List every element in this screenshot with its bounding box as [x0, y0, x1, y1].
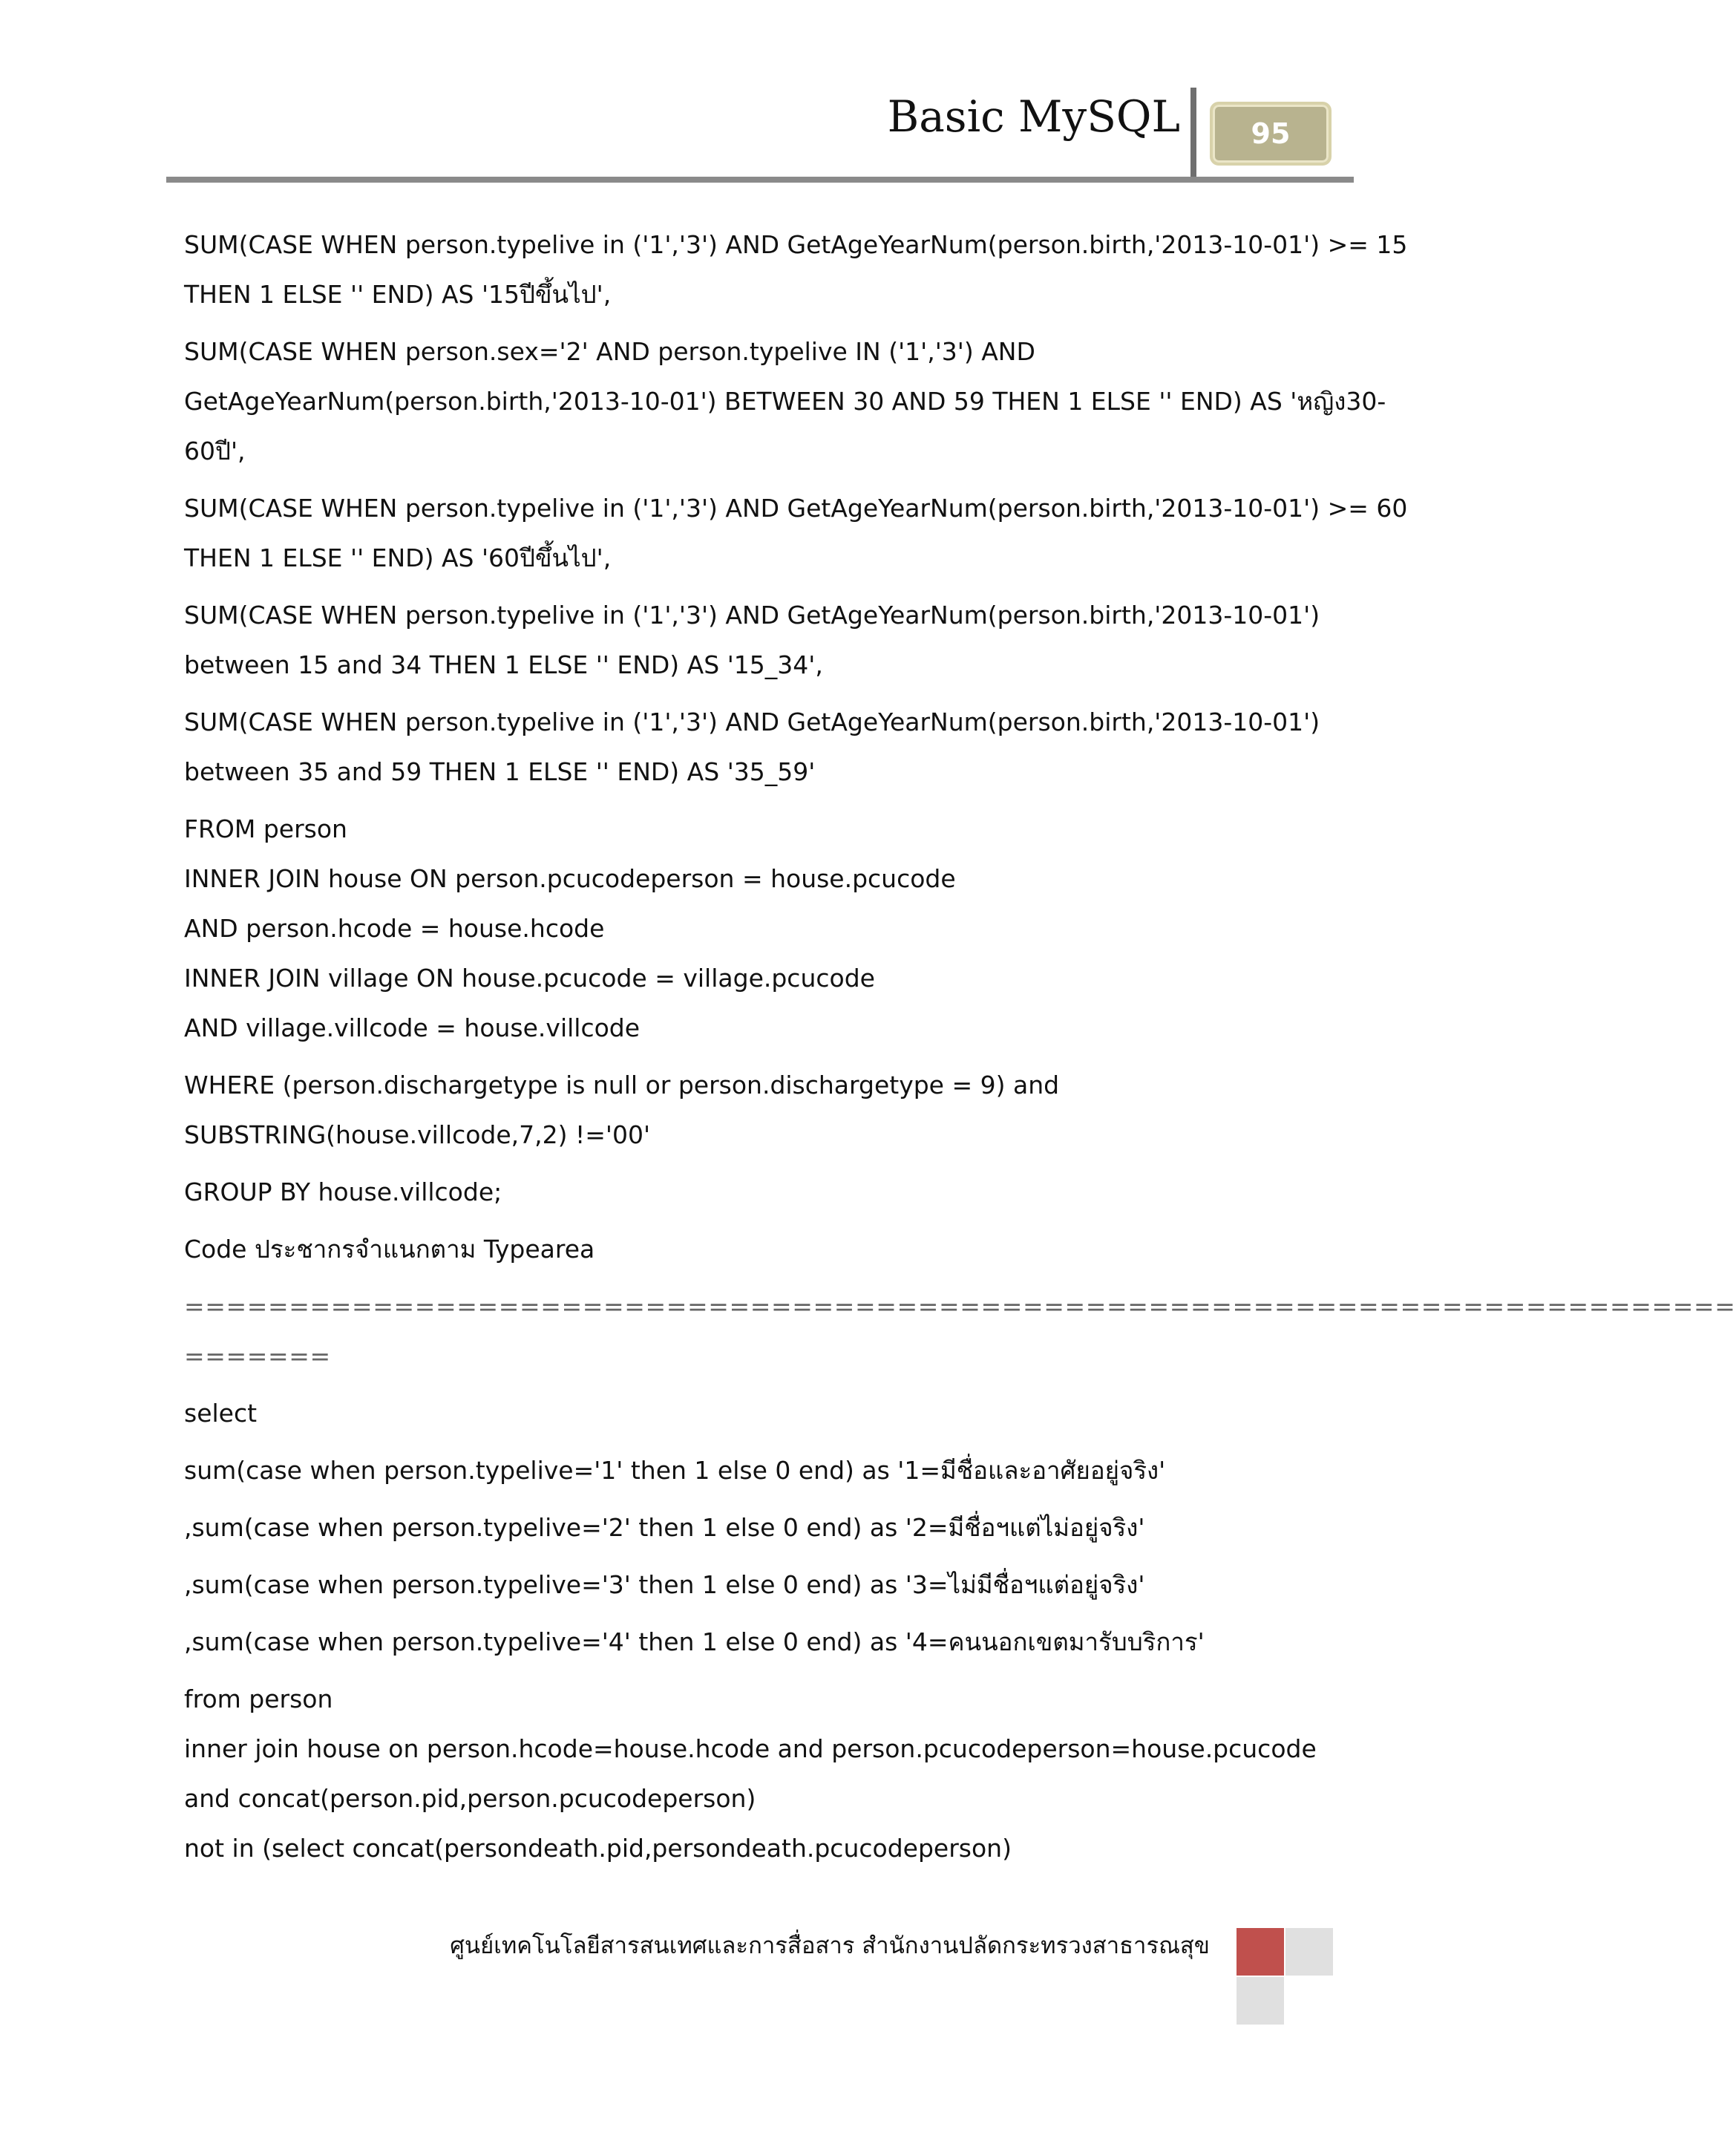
code-line: THEN 1 ELSE '' END) AS '60ปีขึ้นไป', — [184, 543, 612, 572]
code-line: SUM(CASE WHEN person.sex='2' AND person.typelive IN ('1','3') AND — [184, 337, 1035, 366]
code-line: not in (select concat(persondeath.pid,persondeath.pcucodeperson) — [184, 1834, 1012, 1863]
code-line: GetAgeYearNum(person.birth,'2013-10-01') BETWEEN 30 AND 59 THEN 1 ELSE '' END) AS 'หญิง30- — [184, 387, 1386, 416]
code-line: SUM(CASE WHEN person.typelive in ('1','3') AND GetAgeYearNum(person.birth,'2013-10-01') — [184, 601, 1320, 630]
footer-text: ศูนย์เทคโนโลยีสารสนเทศและการสื่อสาร สำนักงานปลัดกระทรวงสาธารณสุข — [450, 1932, 1210, 1959]
footer-grey-square — [1285, 1928, 1333, 1976]
footer-grey-square — [1237, 1977, 1284, 2025]
code-line: SUM(CASE WHEN person.typelive in ('1','3') AND GetAgeYearNum(person.birth,'2013-10-01') >= 15 — [184, 230, 1408, 259]
code-line: inner join house on person.hcode=house.hcode and person.pcucodeperson=house.pcucode — [184, 1734, 1317, 1763]
code-line: between 15 and 34 THEN 1 ELSE '' END) AS '15_34', — [184, 650, 823, 679]
code-line: FROM person — [184, 814, 347, 843]
code-line: ,sum(case when person.typelive='3' then 1 else 0 end) as '3=ไม่มีชื่อฯแต่อยู่จริง' — [184, 1570, 1145, 1599]
page-number: 95 — [1251, 117, 1291, 150]
code-line: between 35 and 59 THEN 1 ELSE '' END) AS '35_59' — [184, 757, 816, 786]
code-line: 60ปี', — [184, 437, 246, 465]
code-line: SUM(CASE WHEN person.typelive in ('1','3') AND GetAgeYearNum(person.birth,'2013-10-01') >= 60 — [184, 494, 1408, 523]
code-line: from person — [184, 1685, 333, 1713]
header-horizontal-rule — [166, 177, 1354, 183]
code-line: select — [184, 1399, 258, 1428]
document-body — [184, 220, 1736, 1873]
code-line: GROUP BY house.villcode; — [184, 1177, 502, 1206]
header-vertical-rule — [1190, 88, 1196, 181]
code-line: AND person.hcode = house.hcode — [184, 914, 605, 943]
code-line: ,sum(case when person.typelive='4' then 1 else 0 end) as '4=คนนอกเขตมารับบริการ' — [184, 1627, 1205, 1656]
code-line: sum(case when person.typelive='1' then 1 else 0 end) as '1=มีชื่อและอาศัยอยู่จริง' — [184, 1456, 1166, 1485]
page-number-badge — [1210, 102, 1332, 166]
code-line: ,sum(case when person.typelive='2' then 1 else 0 end) as '2=มีชื่อฯแต่ไม่อยู่จริง' — [184, 1513, 1145, 1542]
code-line: INNER JOIN village ON house.pcucode = village.pcucode — [184, 964, 875, 993]
code-line: SUBSTRING(house.villcode,7,2) !='00' — [184, 1120, 651, 1149]
footer-red-square — [1237, 1928, 1284, 1976]
code-line: AND village.villcode = house.villcode — [184, 1013, 641, 1042]
header-title: Basic MySQL — [887, 91, 1180, 142]
code-line: THEN 1 ELSE '' END) AS '15ปีขึ้นไป', — [184, 280, 612, 309]
separator-line: ========================================================================== — [184, 1292, 1736, 1321]
code-line: SUM(CASE WHEN person.typelive in ('1','3') AND GetAgeYearNum(person.birth,'2013-10-01') — [184, 708, 1320, 736]
separator-line: ======= — [184, 1342, 331, 1370]
code-line: WHERE (person.dischargetype is null or person.dischargetype = 9) and — [184, 1071, 1060, 1099]
section-heading: Code ประชากรจำแนกตาม Typearea — [184, 1235, 595, 1264]
code-line: INNER JOIN house ON person.pcucodeperson = house.pcucode — [184, 864, 956, 893]
code-line: and concat(person.pid,person.pcucodeperson) — [184, 1784, 756, 1813]
